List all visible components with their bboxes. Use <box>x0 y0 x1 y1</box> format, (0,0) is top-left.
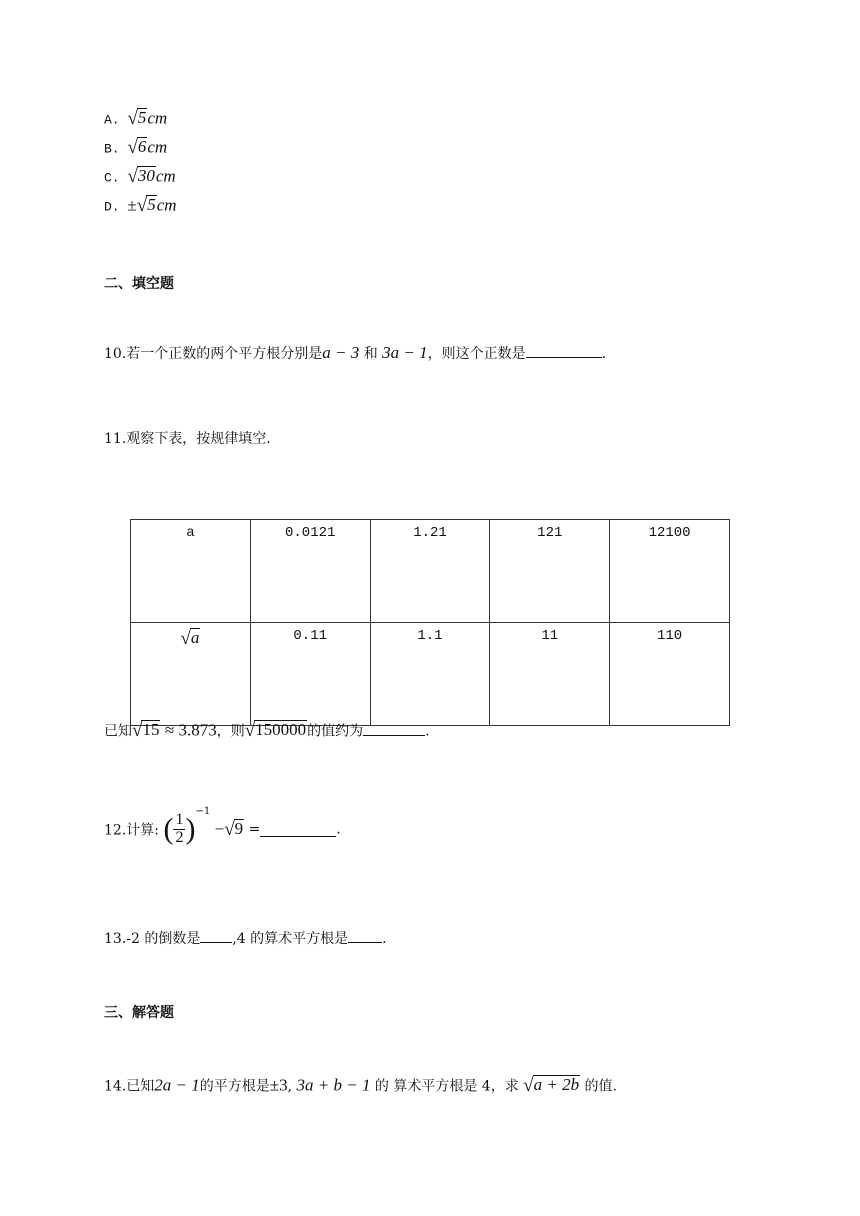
cell-value: 12100 <box>648 525 691 541</box>
question-text: 的值约为 <box>307 723 364 740</box>
sqrt-expression: √ 15 <box>132 719 160 741</box>
period: . <box>382 931 387 947</box>
radicand: 15 <box>142 720 160 739</box>
table-header-cell <box>131 520 251 623</box>
question-text: 和 <box>363 346 378 362</box>
cell-value: 121 <box>537 525 563 541</box>
table-row <box>131 520 730 623</box>
minus-sign: − <box>214 819 225 839</box>
table-cell <box>610 623 730 726</box>
table-cell <box>370 623 490 726</box>
radicand: 6 <box>137 137 147 156</box>
pattern-table <box>130 519 730 726</box>
period: . <box>425 723 430 740</box>
radicand: 150000 <box>255 720 307 739</box>
answer-blank[interactable] <box>260 822 336 837</box>
answer-blank[interactable] <box>348 928 382 943</box>
exponent: −1 <box>195 805 211 817</box>
question-13 <box>104 928 387 948</box>
sqrt-expression: √ 9 <box>224 819 244 841</box>
table-header-cell <box>131 623 251 726</box>
question-11: 11.观察下表，按规律填空. <box>104 431 271 447</box>
table-cell <box>250 520 370 623</box>
denominator: 2 <box>175 828 184 846</box>
sqrt-expression: √ 5 <box>136 194 156 216</box>
table-cell <box>370 520 490 623</box>
question-10 <box>104 343 606 363</box>
cell-value: a <box>186 525 195 541</box>
sqrt-expression: √ 30 <box>127 165 155 187</box>
option-c <box>104 166 176 187</box>
fraction <box>173 812 185 847</box>
answer-blank[interactable] <box>526 343 602 358</box>
sqrt-expression: √ 6 <box>127 136 147 158</box>
cell-value: 0.0121 <box>284 525 336 541</box>
period: . <box>601 346 607 362</box>
period: . <box>336 821 341 838</box>
option-b <box>104 137 167 158</box>
sqrt-expression: √ a + 2b <box>523 1074 580 1096</box>
question-11-followup <box>104 720 430 741</box>
radicand: a + 2b <box>533 1075 580 1094</box>
plus-minus: ± <box>127 195 137 215</box>
question-text: ，则这个正数是 <box>427 346 526 362</box>
cell-value: 0.11 <box>293 628 327 644</box>
equals-sign: = <box>248 821 261 838</box>
question-text: 的平方根是 <box>199 1078 270 1095</box>
question-text: 的 算术平方根是 4，求 <box>374 1078 519 1095</box>
question-14 <box>104 1075 617 1096</box>
numerator: 1 <box>175 811 184 828</box>
unit: cm <box>147 137 168 157</box>
unit: cm <box>155 166 176 186</box>
option-a <box>104 108 167 129</box>
sqrt-expression: √ 150000 <box>244 719 307 741</box>
math-expression: ±3 <box>269 1075 288 1095</box>
section-title-fill-in: 二、填空题 <box>104 276 174 292</box>
sqrt-expression: √ 5 <box>127 107 147 129</box>
question-text: 13.-2 的倒数是 <box>104 931 201 947</box>
left-paren: ( <box>163 812 174 846</box>
unit: cm <box>156 195 177 215</box>
question-12 <box>104 805 341 847</box>
approx-value: ≈ 3.873 <box>164 720 217 740</box>
math-expression: 3a − 1 <box>382 343 428 362</box>
section-title-answer: 三、解答题 <box>104 1005 174 1021</box>
option-letter: D. <box>104 199 120 215</box>
question-text: 已知 <box>104 723 132 740</box>
cell-value: 1.21 <box>413 525 447 541</box>
cell-value: 1.1 <box>417 628 443 644</box>
question-text: 10.若一个正数的两个平方根分别是 <box>104 346 323 362</box>
option-letter: A. <box>104 112 120 128</box>
radicand: 30 <box>137 166 155 185</box>
option-letter: C. <box>104 170 120 186</box>
question-text: 12.计算: <box>104 822 159 839</box>
sqrt-expression: √ a <box>180 627 200 649</box>
table-cell <box>250 623 370 726</box>
math-expression: a − 3 <box>322 343 360 362</box>
option-d <box>104 195 177 216</box>
unit: cm <box>147 108 168 128</box>
table-row <box>131 623 730 726</box>
math-expression: 2a − 1 <box>154 1075 200 1095</box>
answer-blank[interactable] <box>200 928 232 943</box>
question-text: ,4 的算术平方根是 <box>232 931 349 947</box>
cell-value: 110 <box>656 628 683 644</box>
math-expression: 3a + b − 1 <box>296 1075 371 1095</box>
radicand: a <box>190 628 200 647</box>
question-text: 14.已知 <box>104 1078 155 1095</box>
radicand: 9 <box>234 819 244 839</box>
comma: , <box>287 1078 293 1095</box>
answer-blank[interactable] <box>363 721 425 736</box>
table-cell <box>490 623 610 726</box>
question-text: 的值. <box>584 1078 617 1095</box>
radicand: 5 <box>137 108 147 127</box>
right-paren: ) <box>185 812 196 846</box>
radicand: 5 <box>147 195 156 214</box>
question-text: ，则 <box>216 723 245 740</box>
option-letter: B. <box>104 141 120 157</box>
cell-value: 11 <box>541 628 559 644</box>
table-cell <box>490 520 610 623</box>
table-cell <box>610 520 730 623</box>
